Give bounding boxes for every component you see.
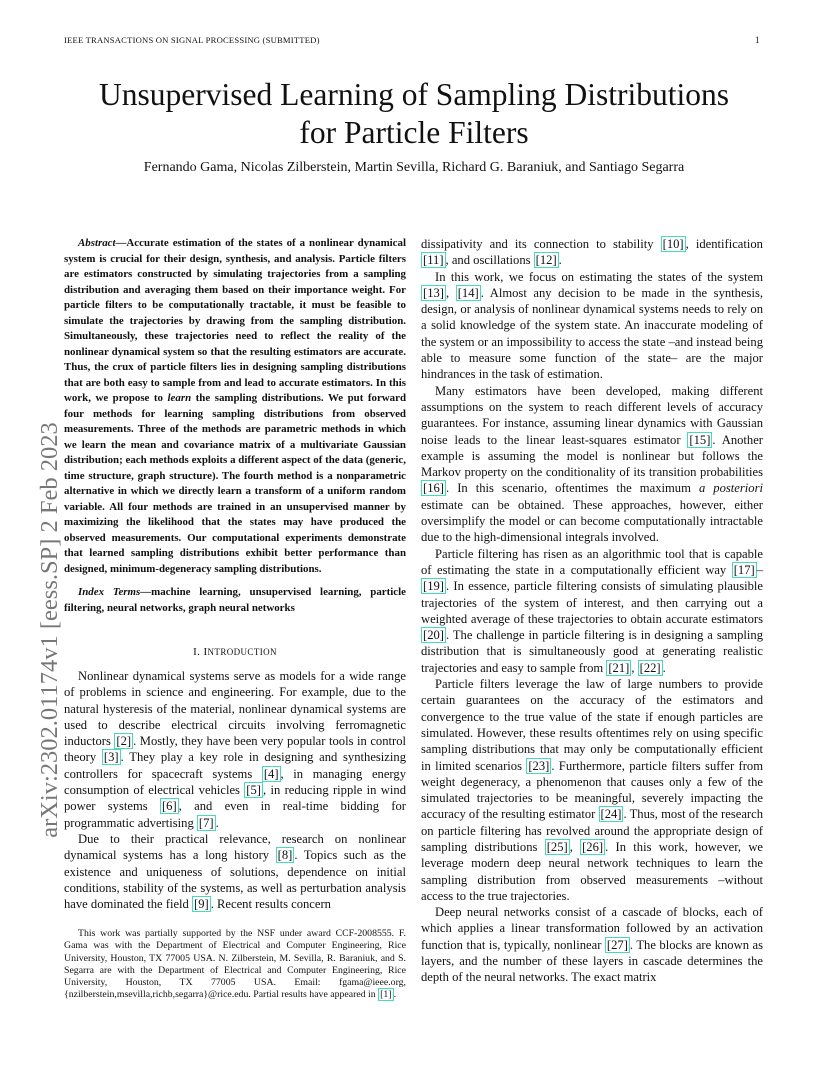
text-run: This work was partially supported by the NSF under award CCF-2008555. F. Gama was with the Department of Electrical and Computer Engineering, Rice University, Houston, TX 77005 USA. N. Zilberstein, M. Sevilla, R. Baraniuk, and S. Segarra are with the Department of Electrical and Computer Engineering, Rice University, Houston, TX 77005 USA. Email: fgama@ieee.org, {nzilberstein,msevilla,richb,segarra}@rice.edu. Partial results have appeared in — [64, 928, 406, 1001]
text-run: . — [215, 815, 219, 830]
running-header: IEEE TRANSACTIONS ON SIGNAL PROCESSING (SUBMITTED) — [64, 35, 320, 45]
page-number: 1 — [755, 35, 760, 45]
citation-link[interactable]: [21] — [608, 660, 630, 675]
text-run: Deep neural networks consist of a cascade of blocks, each of which applies a linear transformation followed by an activation function that is, typically, nonlinear — [421, 905, 763, 952]
text-run: , and even in real-time bidding for programmatic advertising — [64, 799, 406, 830]
paper-title — [0, 76, 828, 152]
citation-link[interactable]: [6] — [161, 799, 177, 814]
section-heading-introduction — [64, 646, 406, 658]
section-numeral: I. I — [193, 646, 208, 658]
text-run: , and oscillations — [445, 253, 534, 268]
left-column — [64, 236, 406, 912]
citation-link[interactable]: [11] — [423, 253, 444, 268]
text-run: , in managing energy consumption of electrical vehicles — [64, 766, 406, 798]
footnote — [64, 928, 406, 1002]
text-run: . The blocks are known as layers, and the number of these layers in cascade determines the depth of the neural networks. The exact matrix — [421, 937, 763, 985]
citation-link[interactable]: [20] — [423, 628, 444, 643]
right-paragraph-6 — [421, 904, 763, 985]
text-run: , — [569, 839, 581, 854]
text-run: . Recent results concern — [210, 897, 331, 912]
arxiv-watermark: arXiv:2302.01174v1 [eess.SP] 2 Feb 2023 — [36, 422, 63, 838]
text-run: . In this work, however, we leverage modern deep neural network techniques to learn the sampling distribution from observed measurements –without access to the true trajectories. — [421, 839, 764, 903]
text-run: Due to their practical relevance, research on nonlinear dynamical systems has a long history — [64, 831, 406, 863]
citation-link[interactable]: [13] — [423, 285, 444, 300]
citation-link[interactable]: [16] — [423, 481, 444, 496]
index-terms — [64, 585, 406, 616]
text-run: . Another example is assuming the model is nonlinear but follows the Markov property on the conditionality of its transition probabilities — [421, 432, 763, 480]
title-line-1: Unsupervised Learning of Sampling Distributions — [99, 77, 729, 112]
text-run: , identification — [685, 237, 763, 251]
citation-link[interactable]: [19] — [423, 579, 444, 594]
citation-link[interactable]: [12] — [535, 253, 557, 268]
right-paragraph-1 — [421, 236, 763, 269]
emphasis-text: a posteriori — [698, 481, 763, 496]
citation-link[interactable]: [7] — [198, 815, 214, 830]
index-terms-text: —machine learning, unsupervised learning, particle filtering, neural networks, graph neural networks — [64, 586, 406, 614]
section-title: NTRODUCTION — [207, 647, 277, 657]
text-run: dissipativity and its connection to stability — [421, 237, 661, 251]
text-run: Particle filtering has risen as an algorithmic tool that is capable of estimating the state in a computationally efficient way — [421, 546, 763, 577]
citation-link[interactable]: [25] — [546, 839, 568, 854]
right-column — [421, 236, 763, 986]
citation-link[interactable]: [3] — [103, 750, 119, 765]
right-paragraph-2 — [421, 269, 763, 383]
text-run: , — [445, 285, 456, 300]
right-paragraph-3 — [421, 383, 763, 546]
abstract — [64, 236, 406, 577]
text-run: Nonlinear dynamical systems serve as models for a wide range of problems in science and engineering. For example, due to the natural hysteresis of the material, nonlinear dynamical systems are used to describe electrical circuits involving ferromagnetic inductors — [64, 669, 406, 749]
index-terms-lead: Index Terms — [78, 586, 141, 598]
text-run: . Furthermore, particle filters suffer from weight degeneracy, a phenomenon that causes only a few of the simulated trajectories to be meaningful, severely impacting the accuracy of the resulting estimator — [421, 758, 763, 822]
title-line-2: for Particle Filters — [299, 115, 529, 150]
text-run: – — [756, 562, 763, 577]
citation-link[interactable]: [15] — [689, 432, 711, 447]
text-run: . In essence, particle filtering consists of simulating plausible trajectories of the system of interest, and then carrying out a weighted average of these trajectories to obtain accurate estimators — [421, 579, 763, 626]
text-run: . The challenge in particle filtering is in designing a sampling distribution that is simultaneously good at generating realistic trajectories and easy to sample from — [421, 628, 763, 675]
citation-link[interactable]: [5] — [246, 783, 261, 798]
text-run: . — [662, 660, 666, 675]
text-run: . Almost any decision to be made in the synthesis, design, or analysis of nonlinear dynamical systems needs to rely on a solid knowledge of the system state. An inaccurate modeling of the system or an impossibility to access the state –and instead being able to measure some function of the state– are the major hindrances in the task of estimation. — [421, 285, 764, 382]
text-run: . Topics such as the existence and uniqueness of solutions, dependence on initial conditions, stability of the systems, as well as perturbation analysis have dominated the field — [64, 848, 406, 912]
citation-link[interactable]: [26] — [582, 839, 604, 854]
citation-link[interactable]: [8] — [277, 848, 293, 863]
citation-link[interactable]: [4] — [263, 766, 279, 781]
text-run: . Mostly, they have been very popular tools in control theory — [64, 734, 406, 765]
citation-link[interactable]: [9] — [194, 897, 209, 912]
text-run: Particle filters leverage the law of large numbers to provide certain guarantees on the accuracy of the estimators and convergence to the true value of the state if enough particles are simulated. However, these results oftentimes rely on using specific sampling distributions that may only be computationally efficient in limited scenarios — [421, 677, 763, 773]
abstract-lead: Abstract — [78, 237, 116, 249]
text-run: Many estimators have been developed, making different assumptions on the system to reach different levels of accuracy guarantees. For instance, assuming linear dynamics with Gaussian noise leads to the linear least-squares estimator — [421, 383, 763, 447]
text-run: , in reducing ripple in wind power systems — [64, 783, 406, 814]
text-run: . Thus, most of the research on particle filtering has revolved around the appropriate design of sampling distributions — [421, 807, 763, 854]
abstract-text-2: the sampling distributions. We put forward four methods for learning sampling distributions from observed measurements. Three of the methods are parametric methods in which we learn the mean and covariance matrix of a multivariate Gaussian distribution; each methods exploits a different aspect of the data (generic, time structure, graph structure). The fourth method is a nonparametric alternative in which we directly learn a transform of a uniform random variable. All four methods are trained in an unsupervised manner by maximizing the likelihood that the states may have produced the observed measurements. Our computational experiments demonstrate that learned sampling distributions exhibit better performance than designed, minimum-degeneracy sampling distributions. — [64, 392, 406, 575]
citation-link[interactable]: [23] — [528, 758, 550, 773]
citation-link[interactable]: [24] — [600, 807, 622, 822]
intro-paragraph-2 — [64, 831, 406, 912]
text-run: . They play a key role in designing and synthesizing controllers for spacecraft systems — [64, 750, 406, 781]
citation-link[interactable]: [1] — [380, 989, 392, 1001]
text-run: . — [393, 989, 397, 1001]
abstract-emphasis: learn — [167, 392, 192, 404]
text-run: . — [558, 253, 562, 268]
abstract-text-1: —Accurate estimation of the states of a nonlinear dynamical system is crucial for their design, synthesis, and analysis. Particle filters are estimators constructed by simulating trajectories from a sampling distribution and averaging them based on their importance weight. For particle filters to be computationally tractable, it must be feasible to simulate the trajectories by drawing from the sampling distribution. Simultaneously, these trajectories need to reflect the reality of the nonlinear dynamical system so that the resulting estimators are accurate. Thus, the crux of particle filters lies in designing sampling distributions that are both easy to sample from and lead to accurate estimators. In this work, we propose to — [64, 237, 406, 404]
text-run: In this work, we focus on estimating the states of the system — [435, 269, 763, 284]
citation-link[interactable]: [22] — [639, 660, 661, 675]
intro-paragraph-1 — [64, 668, 406, 831]
text-run: estimate can be obtained. These approaches, however, either oversimplify the model or can become computationally intractable due to the high-dimensional integrals involved. — [421, 497, 763, 545]
right-paragraph-5 — [421, 676, 763, 904]
right-paragraph-4 — [421, 546, 763, 676]
author-list: Fernando Gama, Nicolas Zilberstein, Martin Sevilla, Richard G. Baraniuk, and Santiago Segarra — [143, 160, 685, 175]
citation-link[interactable]: [2] — [116, 734, 132, 749]
citation-link[interactable]: [14] — [457, 285, 479, 300]
citation-link[interactable]: [27] — [606, 937, 628, 952]
citation-link[interactable]: [10] — [662, 237, 684, 251]
citation-link[interactable]: [17] — [733, 562, 755, 577]
text-run: , — [631, 660, 638, 675]
text-run: . In this scenario, oftentimes the maximum — [445, 481, 699, 496]
